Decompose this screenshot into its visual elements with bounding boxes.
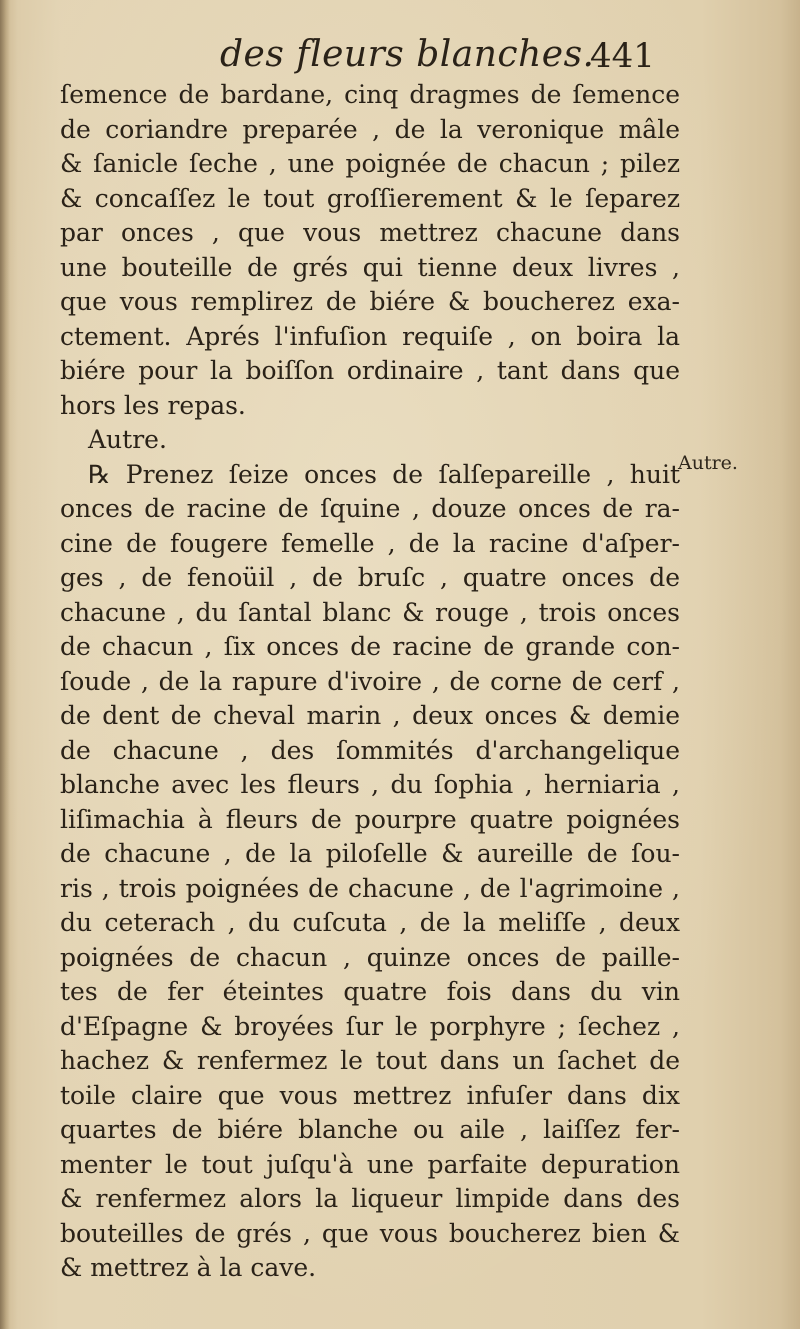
text-line: de chacun , ſix onces de racine de grande con-	[60, 632, 680, 661]
text-line: & ſanicle ſeche , une poignée de chacun ; pilez	[60, 149, 680, 178]
text-line: ſemence de bardane, cinq dragmes de ſemence	[60, 80, 680, 109]
text-line: ges , de fenoüil , de bruſc , quatre onces de	[60, 563, 680, 592]
text-line: & mettrez à la cave.	[60, 1253, 317, 1282]
text-line: une bouteille de grés qui tienne deux livres ,	[60, 252, 680, 282]
text-line: & concaſſez le tout groſſierement & le ſeparez	[60, 183, 680, 213]
text-line: par onces , que vous mettrez chacune dans	[60, 218, 680, 247]
text-line: poignées de chacun , quinze onces de paille-	[60, 942, 680, 972]
margin-note: Autre.	[678, 452, 738, 474]
page-header	[60, 30, 660, 80]
text-line: menter le tout juſqu'à une parfaite depuration	[60, 1149, 680, 1179]
text-line: cine de fougere femelle , de la racine d'aſper-	[60, 528, 680, 558]
text-line: blanche avec les fleurs , du ſophia , herniaria ,	[60, 770, 680, 799]
text-line: ſoude , de la rapure d'ivoire , de corne de cerf ,	[60, 666, 680, 696]
text-line: bouteilles de grés , que vous boucherez bien &	[60, 1218, 680, 1248]
text-line: biére pour la boiſſon ordinaire , tant dans que	[60, 356, 680, 385]
text-line: du ceterach , du cuſcuta , de la meliſſe , deux	[60, 908, 680, 937]
text-line: hors les repas.	[60, 390, 246, 420]
text-line: d'Eſpagne & broyées ſur le porphyre ; ſechez ,	[60, 1011, 680, 1041]
text-line: toile claire que vous mettrez infuſer dans dix	[60, 1080, 680, 1110]
body-text	[60, 78, 680, 1286]
text-line: ris , trois poignées de chacune , de l'agrimoine ,	[60, 873, 680, 903]
text-line: de dent de cheval marin , deux onces & demie	[60, 701, 680, 730]
text-line: liſimachia à fleurs de pourpre quatre poignées	[60, 804, 680, 834]
text-line: tes de fer éteintes quatre fois dans du vin	[60, 977, 680, 1006]
spine-shadow	[0, 0, 10, 1329]
text-line: onces de racine de ſquine , douze onces de ra-	[60, 494, 680, 523]
text-line: que vous remplirez de biére & boucherez exa-	[60, 287, 680, 316]
section-heading: Autre.	[88, 425, 167, 454]
text-line: de chacune , des ſommités d'archangelique	[60, 735, 680, 765]
recipe-first-line: ℞ Prenez ſeize onces de ſalſepareille , huit	[88, 459, 680, 489]
text-line: quartes de biére blanche ou aile , laiſſez fer-	[60, 1115, 680, 1144]
text-line: de coriandre preparée , de la veronique mâle	[60, 114, 680, 144]
text-line: de chacune , de la piloſelle & aureille de ſou-	[60, 839, 680, 868]
text-line: chacune , du ſantal blanc & rouge , trois onces	[60, 597, 680, 627]
text-line: ctement. Aprés l'infuſion requiſe , on boira la	[60, 321, 680, 351]
running-title: des fleurs blanches.	[220, 34, 595, 75]
page-number: 441	[590, 36, 655, 76]
text-line: & renfermez alors la liqueur limpide dans des	[60, 1184, 680, 1213]
text-line: hachez & renfermez le tout dans un ſachet de	[60, 1046, 680, 1075]
